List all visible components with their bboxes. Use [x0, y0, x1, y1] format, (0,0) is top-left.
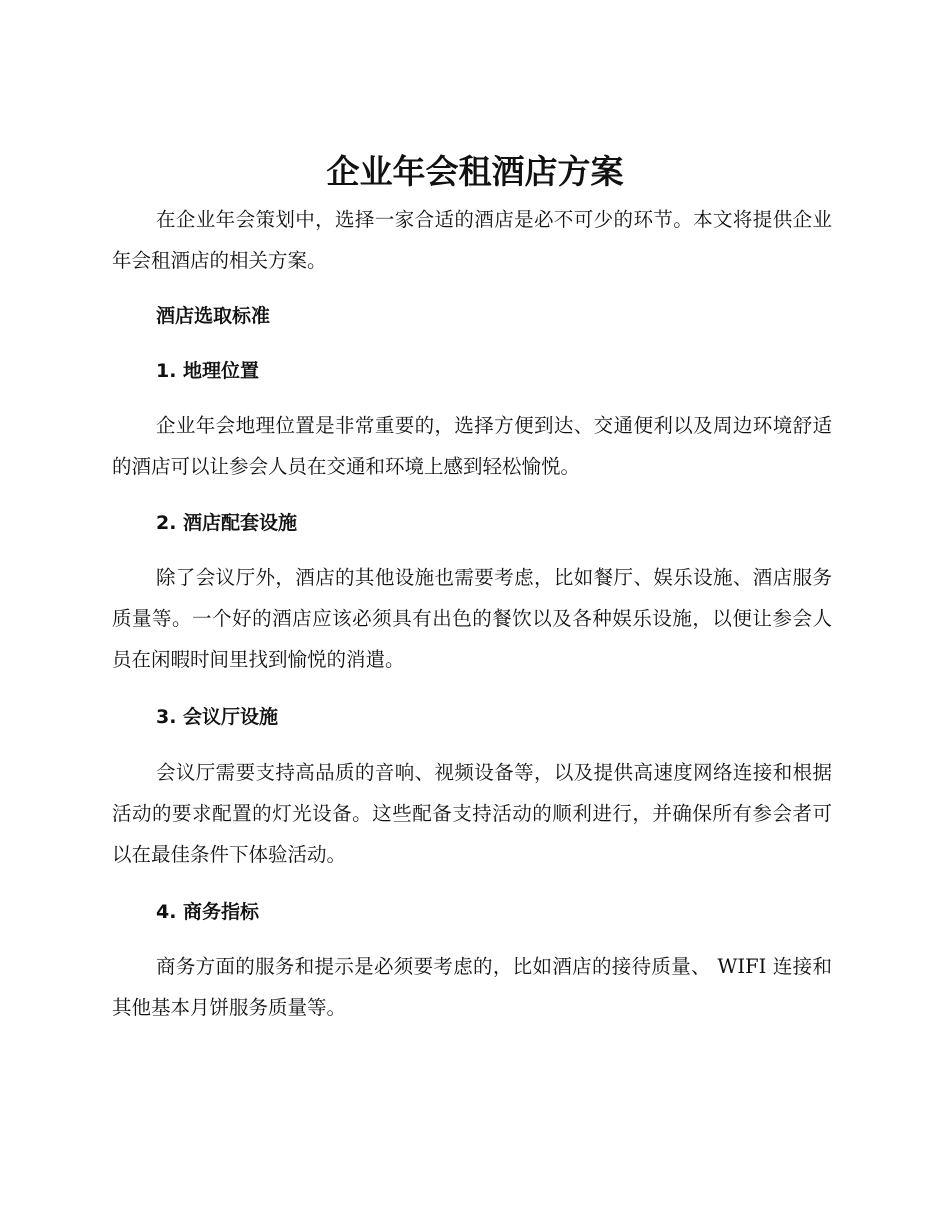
subsection-body-meeting-hall: 会议厅需要支持高品质的音响、视频设备等，以及提供高速度网络连接和根据活动的要求配置的灯光设备。这些配备支持活动的顺利进行，并确保所有参会者可以在最佳条件下体验活动。	[112, 761, 832, 866]
subsection-heading-meeting-hall: 3. 会议厅设施	[156, 706, 279, 728]
subsection-body-facilities: 除了会议厅外，酒店的其他设施也需要考虑，比如餐厅、娱乐设施、酒店服务质量等。一个好的酒店应该必须具有出色的餐饮以及各种娱乐设施，以便让参会人员在闲暇时间里找到愉悦的消遣。	[112, 566, 832, 671]
intro-paragraph: 在企业年会策划中，选择一家合适的酒店是必不可少的环节。本文将提供企业年会租酒店的相关方案。	[112, 208, 832, 272]
subsection-heading-location: 1. 地理位置	[156, 360, 260, 382]
section-heading: 酒店选取标准	[156, 305, 271, 327]
subsection-heading-business: 4. 商务指标	[156, 901, 260, 923]
document-title: 企业年会租酒店方案	[326, 152, 624, 191]
subsection-body-location: 企业年会地理位置是非常重要的，选择方便到达、交通便利以及周边环境舒适的酒店可以让参会人员在交通和环境上感到轻松愉悦。	[112, 414, 832, 478]
subsection-body-business: 商务方面的服务和提示是必须要考虑的，比如酒店的接待质量、 WIFI 连接和其他基本月饼服务质量等。	[112, 955, 832, 1019]
subsection-heading-facilities: 2. 酒店配套设施	[156, 512, 298, 534]
